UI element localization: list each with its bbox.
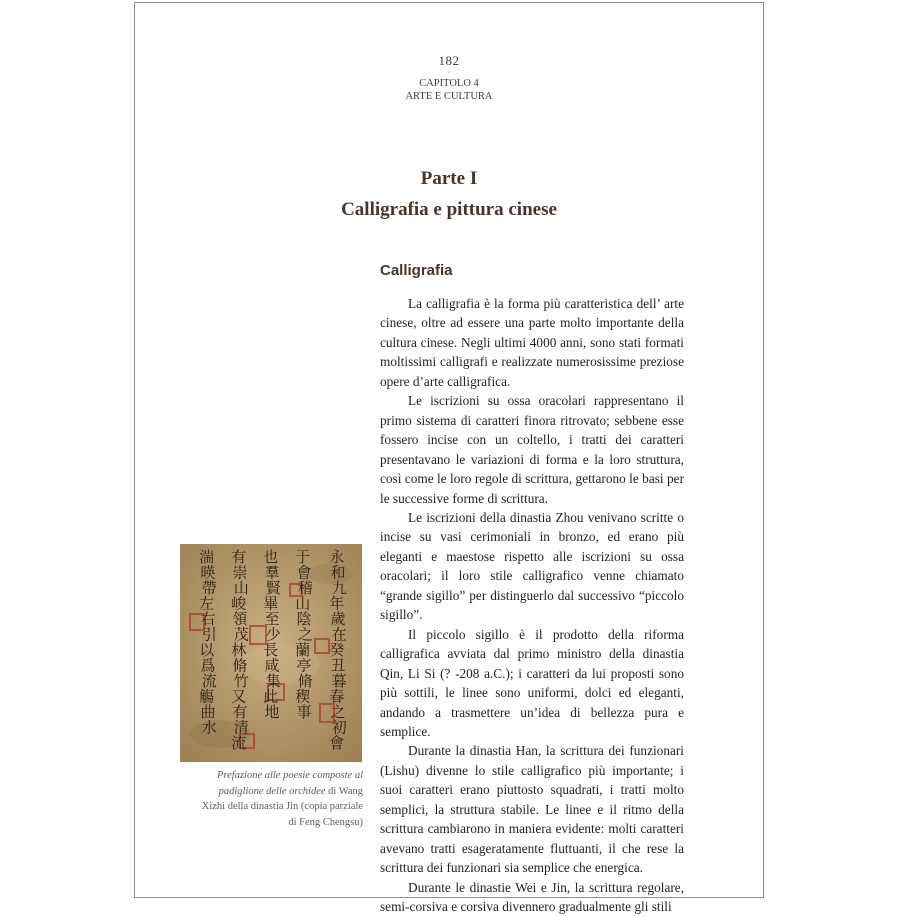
calligraphy-character: 之 [297, 625, 313, 644]
calligraphy-character: 也 [263, 548, 279, 566]
calligraphy-character: 以 [199, 641, 215, 659]
calligraphy-character: 初 [331, 718, 347, 737]
calligraphy-character: 稽 [297, 579, 313, 597]
calligraphy-character: 湍 [199, 548, 215, 566]
running-head [135, 53, 763, 103]
caption-text: di Wang Xizhi della dinastia Jin (copia parziale di Feng Chengsu) [201, 785, 363, 828]
calligraphy-character: 領 [232, 610, 248, 628]
chapter-label: CAPITOLO 4 [419, 78, 479, 89]
paragraph: Il piccolo sigillo è il prodotto della riforma calligrafica avviata dal primo ministro della dinastia Qin, Li Si (? -208 a.C.); i caratteri da lui proposti sono più sottili, le linee sono uniformi, dolci ed eleganti, andando a trasmettere un’idea di bellezza pura e semplice. [380, 626, 684, 739]
calligraphy-image [180, 544, 362, 762]
calligraphy-character: 年 [329, 594, 345, 613]
part-label: Parte I [420, 168, 478, 189]
calligraphy-character: 山 [295, 594, 311, 613]
part-heading [135, 165, 763, 227]
calligraphy-character: 爲 [200, 656, 216, 675]
calligraphy-character: 之 [330, 703, 346, 721]
calligraphy-character: 永 [329, 548, 345, 566]
book-page [134, 2, 764, 915]
calligraphy-character: 脩 [232, 656, 248, 675]
calligraphy-character: 長 [263, 641, 279, 659]
calligraphy-character: 右 [200, 610, 216, 628]
page-number: 182 [438, 53, 460, 68]
calligraphy-character: 陰 [296, 610, 312, 628]
paragraph: Durante le dinastie Wei e Jin, la scrittura regolare, semi-corsiva e corsiva divennero gradualmente gli stili [380, 879, 684, 915]
calligraphy-column [295, 548, 312, 721]
part-title: Calligrafia e pittura cinese [341, 199, 557, 220]
calligraphy-character: 帶 [201, 579, 217, 597]
calligraphy-column [231, 548, 248, 752]
calligraphy-character: 又 [231, 687, 247, 706]
calligraphy-character: 稧 [295, 687, 311, 706]
calligraphy-character: 水 [201, 718, 217, 737]
calligraphy-artwork [180, 544, 362, 762]
paragraph: Durante la dinastia Han, la scrittura dei funzionari (Lishu) divenne lo stile calligrafico più importante; i suoi caratteri erano piuttosto squadrati, i tratti molto semplici, la struttura stabile. Le linee e il ritmo della scrittura cambiarono in maniera evidente: molti caratteri avevano tratti esageratamente fluttuanti, il che rese la scrittura dei funzionari sia semplice che energica. [380, 743, 684, 876]
calligraphy-character: 清 [233, 718, 249, 737]
calligraphy-character: 此 [263, 687, 279, 706]
calligraphy-character: 春 [329, 687, 345, 706]
body-text [380, 294, 684, 917]
calligraphy-character: 亭 [296, 656, 312, 675]
calligraphy-character: 引 [201, 625, 217, 644]
calligraphy-character: 羣 [264, 563, 280, 582]
calligraphy-character: 于 [295, 548, 311, 566]
calligraphy-character: 崇 [232, 563, 248, 582]
calligraphy-character: 賢 [265, 579, 281, 597]
calligraphy-character: 有 [231, 548, 247, 566]
calligraphy-character: 暎 [200, 563, 216, 582]
caption-title: Prefazione alle poesie composte al padiglione delle orchidee [217, 770, 363, 797]
calligraphy-character: 會 [296, 563, 312, 582]
calligraphy-character: 流 [231, 734, 247, 752]
calligraphy-character: 咸 [264, 656, 280, 675]
calligraphy-character: 畢 [263, 594, 279, 613]
calligraphy-character: 脩 [297, 672, 313, 690]
calligraphy-character: 少 [265, 625, 281, 644]
paragraph: Le iscrizioni su ossa oracolari rappresentano il primo sistema di caratteri finora ritrovato; sebbene esse fossero incise con un coltello, i tratti dei caratteri presentavano le variazioni di forma e la loro struttura, così come le loro regole di scrittura, gettarono le basi per le successive forme di scrittura. [380, 393, 684, 506]
calligraphy-character: 有 [232, 703, 248, 721]
calligraphy-character: 暮 [331, 672, 347, 690]
calligraphy-character: 曲 [200, 703, 216, 721]
calligraphy-character: 事 [296, 703, 312, 721]
calligraphy-character: 觴 [199, 687, 215, 706]
calligraphy-character: 地 [264, 703, 280, 721]
calligraphy-character: 至 [264, 610, 280, 628]
paragraph: La calligrafia è la forma più caratteristica dell’ arte cinese, oltre ad essere una parte molto importante della cultura cinese. Negli ultimi 4000 anni, sono stati formati moltissimi calligrafi e realizzate numerosissime preziose opere d’arte calligrafica. [380, 296, 684, 389]
calligraphy-column [199, 548, 216, 737]
calligraphy-character: 歲 [330, 610, 346, 628]
paragraph: Le iscrizioni della dinastia Zhou venivano scritte o incise su vasi cerimoniali in bronzo, ed erano più eleganti e maestose rispetto alle iscrizioni su ossa oracolari; il loro stile calligrafico venne chiamato “grande sigillo” per distinguerlo dal successivo “piccolo sigillo”. [380, 509, 684, 623]
calligraphy-character: 蘭 [295, 641, 311, 659]
calligraphy-character: 林 [231, 641, 247, 659]
calligraphy-character: 集 [265, 672, 281, 690]
calligraphy-character: 在 [331, 625, 347, 644]
calligraphy-character: 和 [330, 563, 346, 582]
chapter-title: ARTE E CULTURA [405, 91, 493, 102]
calligraphy-column [329, 548, 346, 752]
figure-caption [199, 768, 363, 830]
calligraphy-character: 峻 [231, 594, 247, 613]
calligraphy-character: 山 [233, 579, 249, 597]
calligraphy-character: 會 [329, 734, 345, 752]
calligraphy-character: 左 [199, 594, 215, 613]
calligraphy-character: 癸 [329, 641, 345, 659]
calligraphy-character: 九 [331, 579, 347, 597]
calligraphy-character: 竹 [233, 672, 249, 690]
calligraphy-character: 茂 [233, 625, 249, 644]
section-heading: Calligrafia [380, 262, 453, 279]
calligraphy-character: 流 [201, 672, 217, 690]
calligraphy-character: 丑 [330, 656, 346, 675]
header-separator: · [447, 68, 451, 77]
